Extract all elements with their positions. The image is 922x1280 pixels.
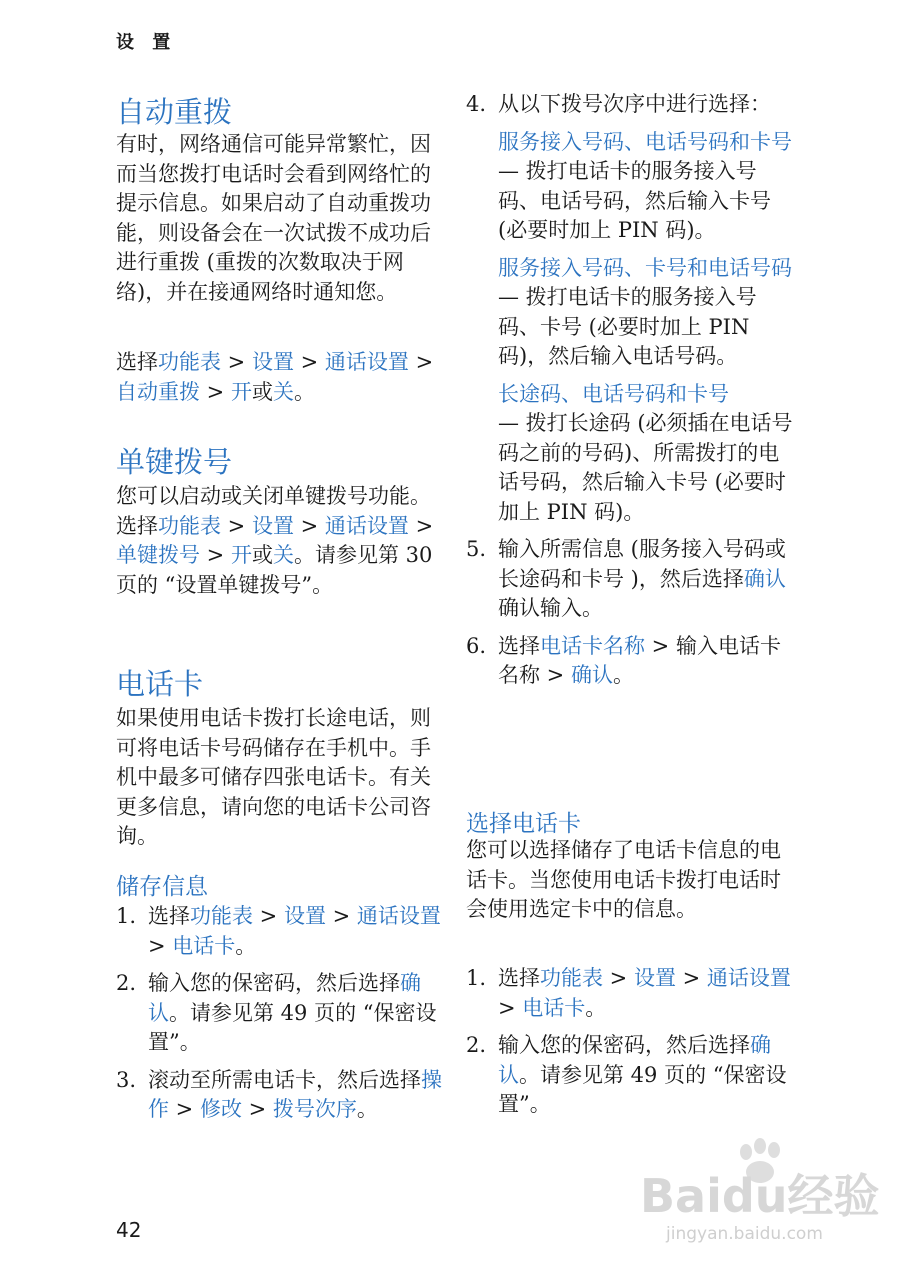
calling-card-description: 如果使用电话卡拨打长途电话，则可将电话卡号码储存在手机中。手机中最多可储存四张电话卡。有关更多信息，请向您的电话卡公司咨询。 <box>116 706 431 848</box>
menu-link[interactable]: 功能表 <box>190 904 253 928</box>
option-link-access-card-phone[interactable]: 服务接入号码、卡号和电话号码 <box>498 255 792 280</box>
on-link[interactable]: 开 <box>230 543 252 567</box>
period: 。 <box>356 1097 378 1121</box>
speed-dial-intro: 您可以启动或关闭单键拨号功能。选择 <box>116 484 431 538</box>
step-text: 确认输入。 <box>498 596 603 620</box>
menu-link[interactable]: 功能表 <box>158 513 221 538</box>
edit-link[interactable]: 修改 <box>199 1097 242 1121</box>
subsection-title-save-info: 储存信息 <box>116 874 208 900</box>
running-header: 设 置 <box>116 32 177 53</box>
step-number: 1. <box>116 904 137 928</box>
baidu-watermark <box>640 1130 890 1260</box>
save-info-steps <box>116 902 446 1125</box>
list-item <box>466 1031 796 1120</box>
step-number: 3. <box>116 1067 137 1092</box>
period: 。 <box>293 379 315 404</box>
ok-link[interactable]: 确认 <box>570 663 613 687</box>
option-description: — 拨打电话卡的服务接入号码、卡号 (必要时加上 PIN 码)，然后输入电话号码。 <box>498 285 757 368</box>
list-item <box>466 535 796 624</box>
step-text: 选择 <box>148 904 190 928</box>
dialing-sequence-steps <box>466 90 796 691</box>
period: 。 <box>585 995 607 1020</box>
on-link[interactable]: 开 <box>230 379 252 404</box>
step-number: 4. <box>466 92 487 116</box>
page-number: 42 <box>116 1218 142 1242</box>
ok-link[interactable]: 确认 <box>743 566 786 591</box>
menu-link[interactable]: 功能表 <box>158 350 221 374</box>
options-block <box>466 128 796 528</box>
speed-dial-outro: 。请参见第 30 页的 “设置单键拨号”。 <box>116 543 433 597</box>
settings-link[interactable]: 设置 <box>283 904 326 928</box>
step-text: 输入您的保密码，然后选择 <box>148 971 400 995</box>
watermark-url: jingyan.baidu.com <box>666 1224 823 1244</box>
call-settings-link[interactable]: 通话设置 <box>356 904 441 928</box>
sequence-option <box>466 254 796 372</box>
step-number: 6. <box>466 633 487 658</box>
or-text: 或 <box>251 543 273 567</box>
list-item <box>466 90 796 120</box>
dialing-sequence-link[interactable]: 拨号次序 <box>272 1097 357 1121</box>
option-link-access-phone-card[interactable]: 服务接入号码、电话号码和卡号 <box>498 129 792 154</box>
speed-dial-link[interactable]: 单键拨号 <box>116 543 200 567</box>
list-item <box>116 969 446 1058</box>
or-text: 或 <box>251 379 273 404</box>
step-number: 5. <box>466 537 487 561</box>
list-item <box>466 632 796 691</box>
step-text: 输入所需信息 (服务接入号码或长途码和卡号 )，然后选择 <box>498 537 786 591</box>
options-link[interactable]: 操作 <box>148 1067 442 1121</box>
period: 。 <box>612 663 634 687</box>
off-link[interactable]: 关 <box>272 543 294 567</box>
settings-link[interactable]: 设置 <box>251 350 294 374</box>
option-link-longdistance-phone-card[interactable]: 长途码、电话号码和卡号 <box>498 381 729 406</box>
step-number: 1. <box>466 966 487 990</box>
ok-link[interactable]: 确认 <box>498 1033 771 1087</box>
subsection-title-select-card: 选择电话卡 <box>466 811 581 837</box>
watermark-logo: Baidu经验 <box>640 1169 880 1223</box>
option-description: — 拨打电话卡的服务接入号码、电话号码，然后输入卡号 (必要时加上 PIN 码)。 <box>498 159 771 242</box>
step-text: 选择 <box>498 633 540 658</box>
list-item: 1. 选择功能表 > 设置 > 通话设置 > 电话卡。 <box>116 904 441 958</box>
list-item: 1. 选择功能表 > 设置 > 通话设置 > 电话卡。 <box>466 966 791 1020</box>
step-text: 选择 <box>498 966 540 990</box>
select-card-steps <box>466 964 796 1120</box>
list-item: 3. 滚动至所需电话卡，然后选择操作 > 修改 > 拨号次序。 <box>116 1067 442 1121</box>
section-title-speed-dial: 单键拨号 <box>116 445 233 479</box>
off-link[interactable]: 关 <box>272 379 294 404</box>
auto-redial-link[interactable]: 自动重拨 <box>116 379 200 404</box>
calling-card-link[interactable]: 电话卡 <box>172 933 236 958</box>
step-text: 滚动至所需电话卡，然后选择 <box>148 1067 421 1092</box>
call-settings-link[interactable]: 通话设置 <box>706 966 791 990</box>
auto-redial-description: 有时，网络通信可能异常繁忙，因而当您拨打电话时会看到网络忙的提示信息。如果启动了自动重拨功能，则设备会在一次试拨不成功后进行重拨 (重拨的次数取决于网络)，并在接通网络时通知您。 <box>116 132 431 304</box>
option-description: — 拨打长途码 (必须插在电话号码之前的号码)、所需拨打的电话号码，然后输入卡号 (必要时加上 PIN 码)。 <box>498 411 793 524</box>
period: 。 <box>235 933 257 958</box>
path-text: 选择 <box>116 350 158 374</box>
ok-link[interactable]: 确认 <box>148 971 421 1025</box>
call-settings-link[interactable]: 通话设置 <box>324 350 409 374</box>
calling-card-link[interactable]: 电话卡 <box>522 995 586 1020</box>
section-title-calling-card: 电话卡 <box>116 667 204 701</box>
settings-link[interactable]: 设置 <box>633 966 676 990</box>
step-text: 。请参见第 49 页的 “保密设置”。 <box>148 1000 437 1054</box>
step-number: 2. <box>116 971 137 995</box>
settings-link[interactable]: 设置 <box>251 513 294 538</box>
step-text: 从以下拨号次序中进行选择： <box>498 92 771 116</box>
step-text: 。请参见第 49 页的 “保密设置”。 <box>498 1062 787 1116</box>
select-card-description: 您可以选择储存了电话卡信息的电话卡。当您使用电话卡拨打电话时会使用选定卡中的信息。 <box>466 838 781 921</box>
step-number: 2. <box>466 1033 487 1057</box>
step-text: > 输入电话卡名称 > <box>498 633 781 687</box>
auto-redial-menu-path: 选择功能表 > 设置 > 通话设置 > 自动重拨 > 开或关。 <box>116 350 434 404</box>
speed-dial-description: 您可以启动或关闭单键拨号功能。选择功能表 > 设置 > 通话设置 > 单键拨号 > 开或关。请参见第 30 页的 “设置单键拨号”。 <box>116 484 434 597</box>
step-text: 输入您的保密码，然后选择 <box>498 1033 750 1057</box>
section-title-auto-redial: 自动重拨 <box>116 95 233 129</box>
menu-link[interactable]: 功能表 <box>540 966 603 990</box>
sequence-option <box>466 128 796 246</box>
sequence-option <box>466 380 796 528</box>
card-name-link[interactable]: 电话卡名称 <box>540 633 645 658</box>
call-settings-link[interactable]: 通话设置 <box>324 513 409 538</box>
